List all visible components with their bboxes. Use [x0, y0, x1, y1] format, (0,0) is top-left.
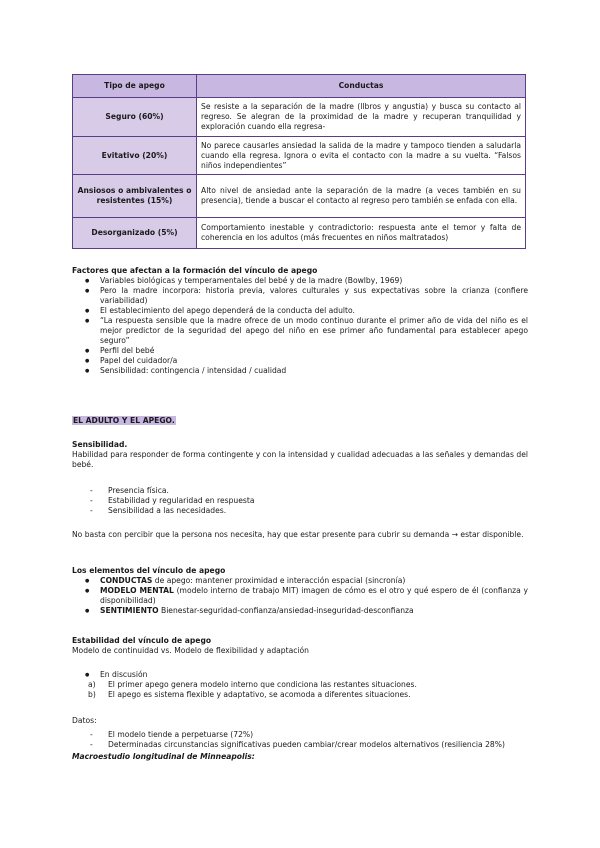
sensibilidad-note: No basta con percibir que la persona nos necesita, hay que estar presente para cubrir su demanda → estar disponible. — [72, 530, 524, 539]
item-text: (modelo interno de trabajo MIT) imagen de cómo es el otro y qué espero de él (confianza y disponibilidad) — [100, 586, 528, 605]
item-bold: MODELO MENTAL — [100, 586, 174, 595]
list-item: ● Sensibilidad: contingencia / intensidad / cualidad — [72, 366, 528, 376]
list-item: ● Pero la madre incorpora: historia previa, valores culturales y sus expectativas sobre la crianza (confiere variabilidad) — [72, 286, 528, 306]
list-item: - Estabilidad y regularidad en respuesta — [72, 496, 528, 506]
list-item: - Determinadas circunstancias significativas pueden cambiar/crear modelos alternativos (resiliencia 28%) — [72, 740, 528, 750]
cell-conducta: Alto nivel de ansiedad ante la separación de la madre (a veces también en su presencia), tiende a buscar el contacto al regreso pero también se enfada con ella. — [197, 175, 526, 218]
elementos-list — [72, 576, 528, 616]
estabilidad-title: Estabilidad del vínculo de apego — [72, 636, 212, 645]
list-item: ● Variables biológicas y temperamentales del bebé y de la madre (Bowlby, 1969) — [72, 276, 528, 286]
header-tipo: Tipo de apego — [73, 75, 197, 98]
estabilidad-list-block — [72, 670, 528, 700]
cell-conducta: Comportamiento inestable y contradictorio: respuesta ante el temor y falta de coherencia en los adultos (más frecuentes en niños maltratados) — [197, 218, 526, 249]
list-item: ● En discusión — [72, 670, 528, 680]
cell-tipo: Seguro (60%) — [73, 98, 197, 137]
adulto-heading — [72, 416, 528, 426]
table-header-row — [73, 75, 526, 98]
list-item: ● El establecimiento del apego dependerá de la conducta del adulto. — [72, 306, 528, 316]
factores-title: Factores que afectan a la formación del vínculo de apego — [72, 266, 318, 275]
list-item — [72, 690, 528, 700]
table-row — [73, 218, 526, 249]
factores-section — [72, 266, 528, 376]
section-title: EL ADULTO Y EL APEGO. — [73, 416, 175, 425]
datos-list — [72, 730, 528, 750]
sensibilidad-list-block — [72, 486, 528, 516]
list-item — [72, 606, 528, 616]
item-bold: CONDUCTAS — [100, 576, 153, 585]
list-item — [72, 680, 528, 690]
item-marker: a) — [88, 680, 96, 689]
list-item — [72, 576, 528, 586]
cell-conducta: No parece causarles ansiedad la salida de la madre y tampoco tienden a saludarla cuando ella regresa. Ignora o evita el contacto con la madre a su vuelta. “Falsos niños independientes” — [197, 137, 526, 175]
list-item: ● Papel del cuidador/a — [72, 356, 528, 366]
list-item: ● “La respuesta sensible que la madre ofrece de un modo continuo durante el primer año de vida del niño es el mejor predictor de la seguridad del apego del niño en ese primer año fundamental para establecer apego seguro” — [72, 316, 528, 346]
cell-tipo: Ansiosos o ambivalentes o resistentes (15%) — [73, 175, 197, 218]
table-row — [73, 175, 526, 218]
list-item — [72, 586, 528, 606]
attachment-types-table — [72, 74, 526, 249]
table-row — [73, 98, 526, 137]
list-item: - El modelo tiende a perpetuarse (72%) — [72, 730, 528, 740]
header-conductas: Conductas — [197, 75, 526, 98]
item-bold: SENTIMIENTO — [100, 606, 159, 615]
list-item: - Presencia física. — [72, 486, 528, 496]
table-row — [73, 137, 526, 175]
macroestudio-heading: Macroestudio longitudinal de Minneapolis: — [72, 752, 255, 761]
elementos-title: Los elementos del vínculo de apego — [72, 566, 226, 575]
datos-section — [72, 716, 528, 726]
sensibilidad-list — [72, 486, 528, 516]
cell-tipo: Evitativo (20%) — [73, 137, 197, 175]
item-marker: b) — [88, 690, 96, 699]
item-text: El apego es sistema flexible y adaptativo, se acomoda a diferentes situaciones. — [108, 690, 411, 699]
cell-tipo: Desorganizado (5%) — [73, 218, 197, 249]
sensibilidad-section — [72, 440, 528, 470]
estabilidad-list — [72, 680, 528, 700]
item-text: Bienestar-seguridad-confianza/ansiedad-inseguridad-desconfianza — [158, 606, 414, 615]
datos-list-block — [72, 730, 528, 750]
list-item: - Sensibilidad a las necesidades. — [72, 506, 528, 516]
list-item: ● Perfil del bebé — [72, 346, 528, 356]
item-text: de apego: mantener proximidad e interacción espacial (sincronía) — [152, 576, 406, 585]
estabilidad-section — [72, 636, 528, 656]
factores-list — [72, 276, 528, 376]
elementos-section — [72, 566, 528, 616]
sensibilidad-text: Habilidad para responder de forma contingente y con la intensidad y cualidad adecuadas a las señales y demandas del bebé. — [72, 450, 528, 469]
sensibilidad-title: Sensibilidad. — [72, 440, 128, 449]
estabilidad-subtitle: Modelo de continuidad vs. Modelo de flexibilidad y adaptación — [72, 646, 309, 655]
cell-conducta: Se resiste a la separación de la madre (llbros y angustia) y busca su contacto al regreso. Se alegran de la proximidad de la madre y recuperan tranquilidad y exploración cuando ella regresa- — [197, 98, 526, 137]
datos-title: Datos: — [72, 716, 97, 725]
item-text: El primer apego genera modelo interno que condiciona las restantes situaciones. — [108, 680, 417, 689]
estabilidad-bullet — [72, 670, 528, 680]
